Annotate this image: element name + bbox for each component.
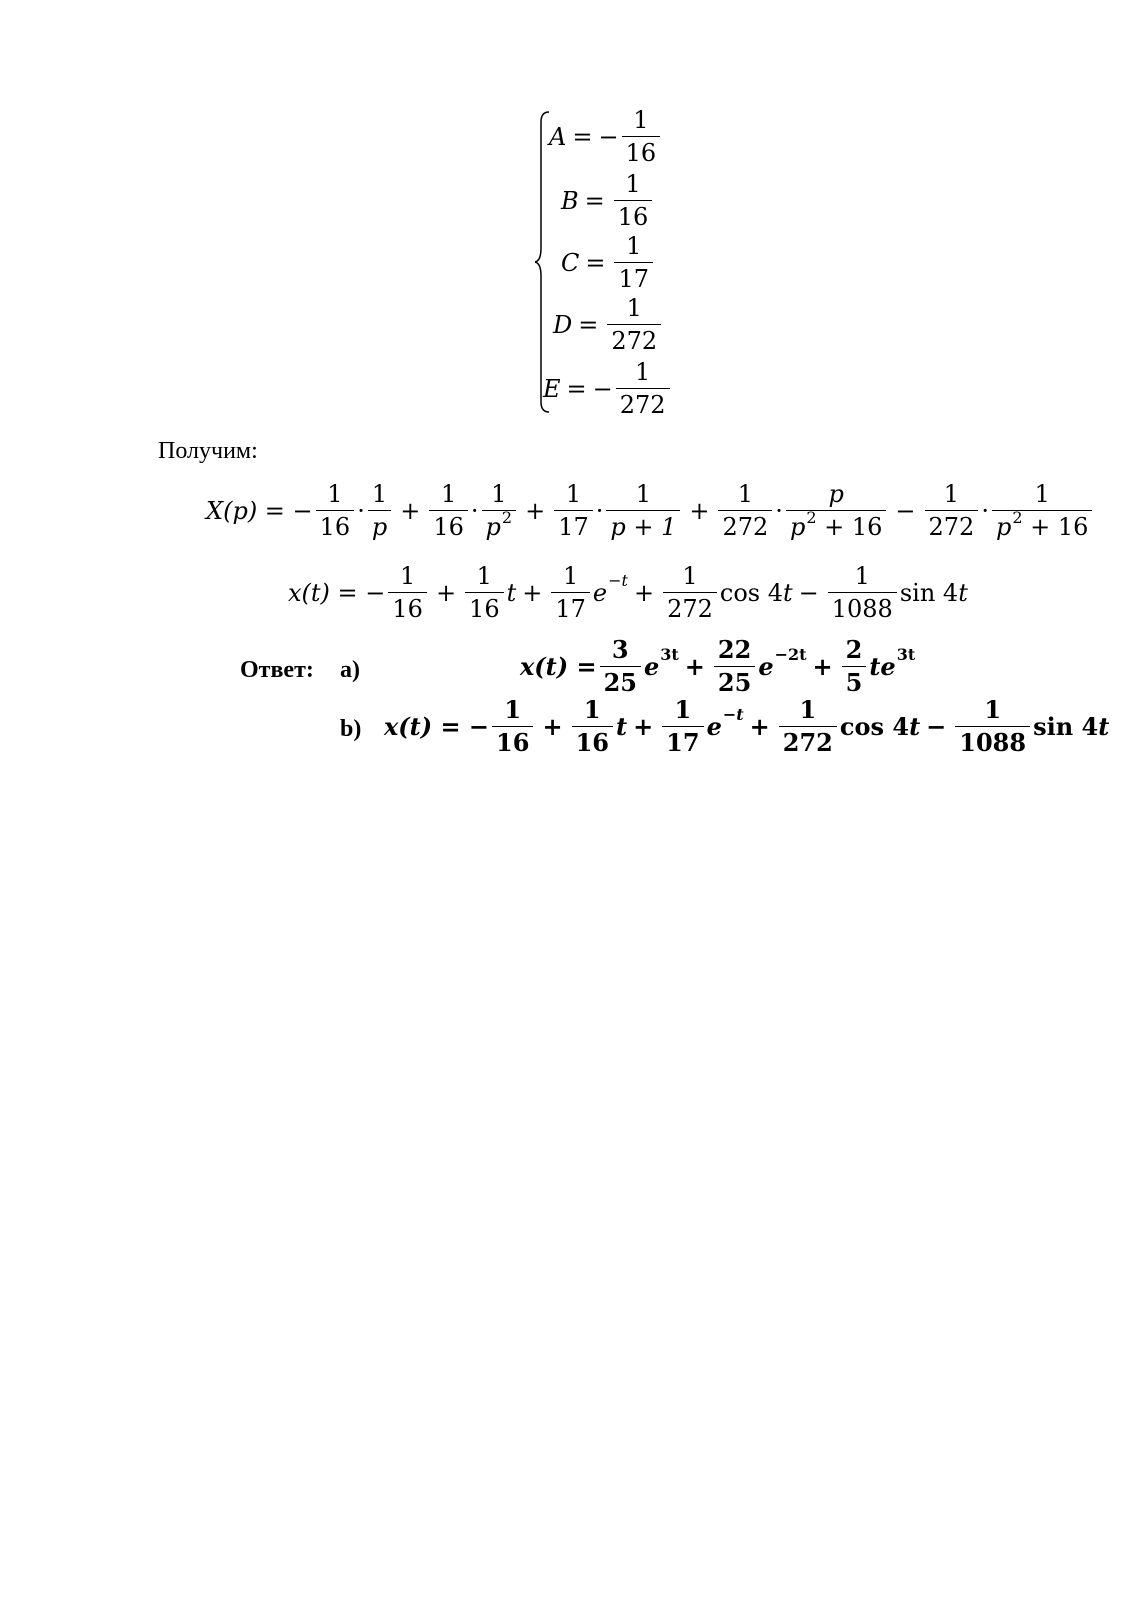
system-row-c: C = $\frac{1}{17}$ [561, 234, 656, 291]
laplace-image-equation: X(p) = − $\frac{1}{16}$ · $\frac{1}{p}$ + $\frac{1}{16}$ · $\frac{1}{p^2}$ + $\frac{1}{17}$ · $\frac{1}{p + 1}$ + $\frac{1}{272}$ · $\frac{p}{p^2 + 16}$ − $\frac{1}{272}$ · $\frac{1}{p^2 + 16}$ [206, 482, 1095, 539]
answer-b-label: b) [340, 716, 362, 742]
coefficient-system [535, 106, 685, 419]
poluchim-label: Получим: [158, 438, 258, 464]
answer-b-equation: x(t) = − $\frac{1}{16}$ + $\frac{1}{16}$ t + $\frac{1}{17}$ e −t + $\frac{1}{272}$ cos 4 t − $\frac{1}{1088}$ sin 4 t [384, 695, 1110, 757]
system-row-e: E = − $\frac{1}{272}$ [543, 360, 673, 417]
answer-a-equation: x(t) = $\frac{3}{25}$ e 3t + $\frac{22}{25}$ e −2t + $\frac{2}{5}$ te 3t [520, 635, 916, 697]
system-row-b: B = $\frac{1}{16}$ [561, 172, 655, 229]
answer-a-label: a) [340, 657, 360, 683]
answer-label: Ответ: [240, 657, 314, 683]
original-function-equation: x(t) = − $\frac{1}{16}$ + $\frac{1}{16}$ t + $\frac{1}{17}$ e −t + $\frac{1}{272}$ cos 4 t − $\frac{1}{1088}$ sin 4 t [288, 562, 968, 623]
system-row-d: D = $\frac{1}{272}$ [553, 296, 664, 353]
system-row-a: A = − $\frac{1}{16}$ [549, 108, 663, 165]
